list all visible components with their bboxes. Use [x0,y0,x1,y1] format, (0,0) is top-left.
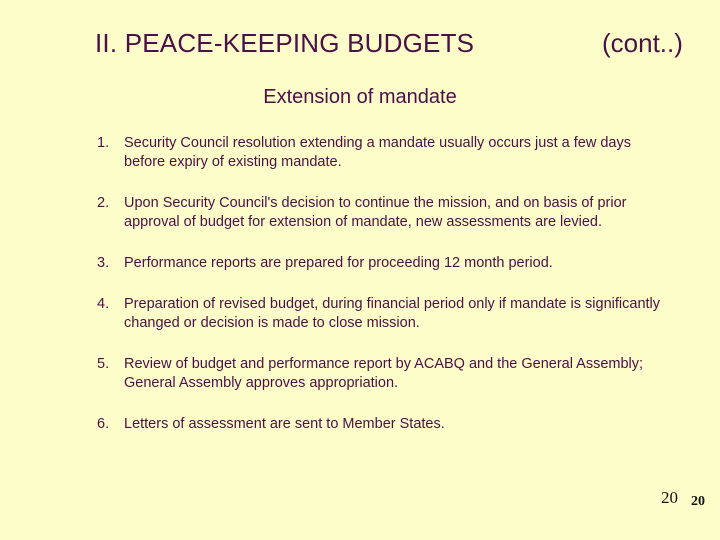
list-item [97,295,664,333]
list-item [97,355,664,393]
list-item-text: Upon Security Council's decision to continue the mission, and on basis of prior approval of budget for extension of mandate, new assessments are levied. [124,195,627,230]
slide-title: II. PEACE-KEEPING BUDGETS [95,28,475,58]
list-item-text: Performance reports are prepared for proceeding 12 month period. [124,255,553,271]
page-number-overlay: 20 [691,494,705,509]
list-item [97,415,664,434]
numbered-list [0,134,720,456]
list-item-number: 1. [97,135,110,151]
list-item-text: Letters of assessment are sent to Member States. [124,416,445,432]
list-item-number: 2. [97,195,110,211]
page-number: 20 [661,488,678,507]
list-item-number: 5. [97,356,110,372]
list-item [97,194,664,232]
slide-title-suffix: (cont..) [602,28,683,58]
slide-subtitle: Extension of mandate [263,86,457,108]
list-item-number: 3. [97,255,110,271]
list-item-text: Security Council resolution extending a mandate usually occurs just a few days before expiry of existing mandate. [124,135,631,170]
list-item-text: Preparation of revised budget, during financial period only if mandate is significantly changed or decision is made to close mission. [124,296,661,331]
list-item-number: 6. [97,416,110,432]
list-item-number: 4. [97,296,110,312]
list-item [97,134,664,172]
list-item-text: Review of budget and performance report by ACABQ and the General Assembly; General Assembly approves appropriation. [124,356,644,391]
list-item [97,254,664,273]
